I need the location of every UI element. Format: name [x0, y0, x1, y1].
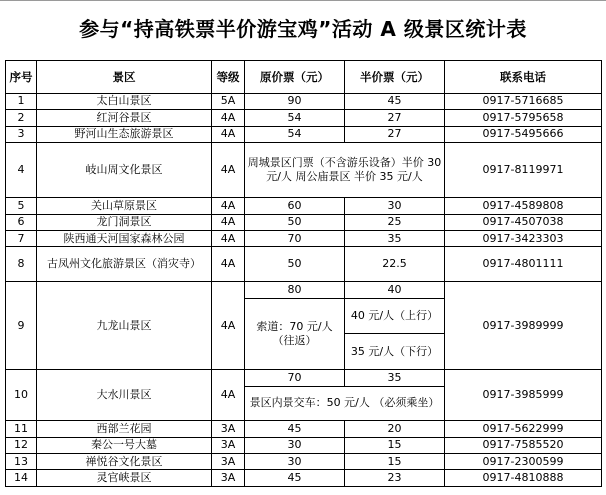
- table-row: [6, 214, 602, 230]
- cell-phone: 0917-4507038: [445, 214, 602, 230]
- cell-grade: 3A: [212, 421, 245, 437]
- cell-scenic: 太白山景区: [37, 93, 212, 109]
- cell-grade: 4A: [212, 142, 245, 197]
- cell-scenic: 陕西通天河国家森林公园: [37, 230, 212, 246]
- cell-phone: 0917-8119971: [445, 142, 602, 197]
- cell-half-price: 15: [345, 454, 445, 470]
- cell-phone: 0917-5622999: [445, 421, 602, 437]
- cell-grade: 4A: [212, 247, 245, 282]
- cell-half-price: 35: [345, 230, 445, 246]
- table-row: [6, 437, 602, 453]
- cell-original-price: 50: [245, 214, 345, 230]
- cell-phone: 0917-4589808: [445, 198, 602, 214]
- cell-grade: 3A: [212, 470, 245, 487]
- cell-scenic: 西部兰花园: [37, 421, 212, 437]
- cell-seq: 2: [6, 110, 37, 126]
- table-row: [6, 247, 602, 282]
- cell-half-price: 30: [345, 198, 445, 214]
- scenic-table: [5, 60, 602, 487]
- cell-grade: 4A: [212, 198, 245, 214]
- table-row: [6, 421, 602, 437]
- header-scenic: 景区: [37, 61, 212, 94]
- cell-grade: 4A: [212, 370, 245, 421]
- cell-scenic: 野河山生态旅游景区: [37, 126, 212, 142]
- header-half-price: 半价票（元）: [345, 61, 445, 94]
- cell-half-price: 23: [345, 470, 445, 487]
- cell-scenic: 禅悦谷文化景区: [37, 454, 212, 470]
- table-row: [6, 282, 602, 298]
- cell-seq: 9: [6, 282, 37, 370]
- cell-scenic: 古凤州文化旅游景区（消灾寺）: [37, 247, 212, 282]
- cell-grade: 4A: [212, 126, 245, 142]
- cell-original-price: 45: [245, 421, 345, 437]
- cell-phone: 0917-5716685: [445, 93, 602, 109]
- cell-shuttle-note: 景区内景交车：50 元/人 （必须乘坐）: [245, 386, 445, 421]
- table-row: [6, 198, 602, 214]
- cell-scenic: 关山草原景区: [37, 198, 212, 214]
- cell-seq: 8: [6, 247, 37, 282]
- cell-original-price: 50: [245, 247, 345, 282]
- table-row: [6, 470, 602, 487]
- header-original-price: 原价票（元）: [245, 61, 345, 94]
- cell-half-price: 27: [345, 126, 445, 142]
- cell-half-price: 20: [345, 421, 445, 437]
- cell-original-price: 30: [245, 437, 345, 453]
- cell-seq: 11: [6, 421, 37, 437]
- cell-ropeway-half-up: 40 元/人（上行）: [345, 298, 445, 334]
- cell-grade: 4A: [212, 230, 245, 246]
- cell-scenic: 九龙山景区: [37, 282, 212, 370]
- cell-grade: 4A: [212, 214, 245, 230]
- cell-original-price: 54: [245, 110, 345, 126]
- cell-phone: 0917-5495666: [445, 126, 602, 142]
- page-title: 参与“持高铁票半价游宝鸡”活动 A 级景区统计表: [79, 17, 527, 41]
- cell-phone: 0917-4810888: [445, 470, 602, 487]
- cell-grade: 4A: [212, 282, 245, 370]
- cell-grade: 5A: [212, 93, 245, 109]
- cell-scenic: 红河谷景区: [37, 110, 212, 126]
- cell-half-price: 40: [345, 282, 445, 298]
- cell-half-price: 15: [345, 437, 445, 453]
- cell-scenic: 秦公一号大墓: [37, 437, 212, 453]
- cell-original-price: 60: [245, 198, 345, 214]
- cell-half-price: 27: [345, 110, 445, 126]
- cell-phone: 0917-7585520: [445, 437, 602, 453]
- cell-seq: 7: [6, 230, 37, 246]
- header-seq: 序号: [6, 61, 37, 94]
- table-row: [6, 126, 602, 142]
- cell-phone: 0917-3423303: [445, 230, 602, 246]
- cell-scenic: 灵官峡景区: [37, 470, 212, 487]
- cell-half-price: 25: [345, 214, 445, 230]
- cell-seq: 4: [6, 142, 37, 197]
- cell-half-price: 35: [345, 370, 445, 386]
- cell-seq: 5: [6, 198, 37, 214]
- header-row: [6, 61, 602, 94]
- cell-phone: 0917-3989999: [445, 282, 602, 370]
- cell-seq: 12: [6, 437, 37, 453]
- cell-seq: 6: [6, 214, 37, 230]
- cell-original-price: 90: [245, 93, 345, 109]
- cell-original-price: 80: [245, 282, 345, 298]
- table-row: [6, 230, 602, 246]
- cell-phone: 0917-4801111: [445, 247, 602, 282]
- header-phone: 联系电话: [445, 61, 602, 94]
- cell-seq: 3: [6, 126, 37, 142]
- cell-original-price: 70: [245, 230, 345, 246]
- cell-scenic: 岐山周文化景区: [37, 142, 212, 197]
- cell-grade: 4A: [212, 110, 245, 126]
- table-row: [6, 142, 602, 197]
- top-border: [0, 0, 606, 1]
- cell-seq: 13: [6, 454, 37, 470]
- cell-price-note: 周城景区门票（不含游乐设备）半价 30 元/人 周公庙景区 半价 35 元/人: [245, 142, 445, 197]
- cell-original-price: 45: [245, 470, 345, 487]
- cell-ropeway-half-down: 35 元/人（下行）: [345, 334, 445, 370]
- cell-scenic: 大水川景区: [37, 370, 212, 421]
- cell-seq: 1: [6, 93, 37, 109]
- cell-grade: 3A: [212, 437, 245, 453]
- cell-half-price: 45: [345, 93, 445, 109]
- table-row: [6, 370, 602, 386]
- table-row: [6, 454, 602, 470]
- cell-seq: 14: [6, 470, 37, 487]
- cell-phone: 0917-3985999: [445, 370, 602, 421]
- cell-original-price: 70: [245, 370, 345, 386]
- cell-original-price: 30: [245, 454, 345, 470]
- table-row: [6, 110, 602, 126]
- cell-seq: 10: [6, 370, 37, 421]
- cell-original-price: 54: [245, 126, 345, 142]
- header-grade: 等级: [212, 61, 245, 94]
- cell-phone: 0917-5795658: [445, 110, 602, 126]
- cell-ropeway-price: 索道：70 元/人（往返）: [245, 298, 345, 370]
- cell-half-price: 22.5: [345, 247, 445, 282]
- cell-phone: 0917-2300599: [445, 454, 602, 470]
- cell-scenic: 龙门洞景区: [37, 214, 212, 230]
- table-row: [6, 93, 602, 109]
- cell-grade: 3A: [212, 454, 245, 470]
